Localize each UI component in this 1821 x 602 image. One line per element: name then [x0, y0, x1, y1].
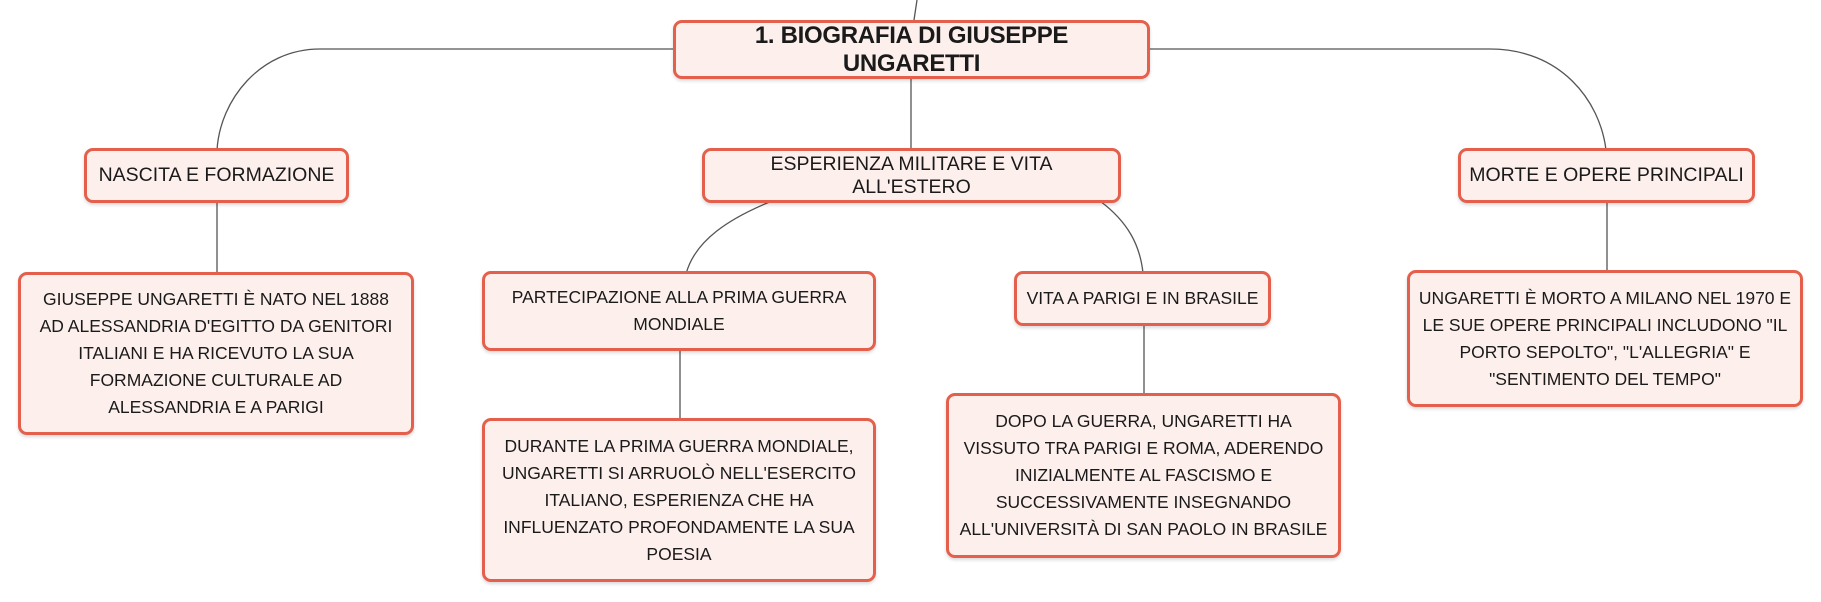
- branch-label: NASCITA E FORMAZIONE: [98, 164, 335, 186]
- subbranch-prima-guerra[interactable]: [482, 271, 876, 351]
- root-label: 1. BIOGRAFIA DI GIUSEPPE UNGARETTI: [754, 21, 1069, 77]
- branch-esperienza-militare[interactable]: [702, 148, 1121, 203]
- branch-nascita-e-formazione[interactable]: [84, 148, 349, 203]
- leaf-text: UNGARETTI È MORTO A MILANO NEL 1970 E LE SUE OPERE PRINCIPALI INCLUDONO "IL PORTO SEPOLTO", "L'ALLEGRIA" E "SENTIMENTO DEL TEMPO": [1418, 287, 1792, 389]
- leaf-text: GIUSEPPE UNGARETTI È NATO NEL 1888 AD ALESSANDRIA D'EGITTO DA GENITORI ITALIANI E HA RICEVUTO LA SUA FORMAZIONE CULTURALE AD ALESSANDRIA E A PARIGI: [39, 289, 393, 417]
- subbranch-parigi-brasile[interactable]: [1014, 271, 1271, 326]
- leaf-morte-detail[interactable]: [1407, 270, 1803, 407]
- connector-esperienza-guerra: [686, 201, 772, 274]
- subbranch-label: VITA A PARIGI E IN BRASILE: [1026, 288, 1259, 308]
- root-node[interactable]: [673, 20, 1150, 79]
- leaf-text: DOPO LA GUERRA, UNGARETTI HA VISSUTO TRA PARIGI E ROMA, ADERENDO INIZIALMENTE AL FASCISMO E SUCCESSIVAMENTE INSEGNANDO ALL'UNIVERSITÀ DI SAN PAOLO IN BRASILE: [959, 411, 1328, 539]
- leaf-text: DURANTE LA PRIMA GUERRA MONDIALE, UNGARETTI SI ARRUOLÒ NELL'ESERCITO ITALIANO, ESPERIENZA CHE HA INFLUENZATO PROFONDAMENTE LA SUA POESIA: [501, 435, 857, 564]
- leaf-parigi-detail[interactable]: [946, 393, 1341, 558]
- leaf-guerra-detail[interactable]: [482, 418, 876, 582]
- branch-label: ESPERIENZA MILITARE E VITA ALL'ESTERO: [770, 152, 1053, 198]
- connector-root-morte: [1150, 49, 1606, 150]
- subbranch-label: PARTECIPAZIONE ALLA PRIMA GUERRA MONDIALE: [511, 287, 847, 334]
- branch-morte-e-opere[interactable]: [1458, 148, 1755, 203]
- branch-label: MORTE E OPERE PRINCIPALI: [1469, 164, 1744, 186]
- connector-parent-root: [914, 0, 917, 20]
- connector-esperienza-parigi: [1100, 201, 1143, 273]
- connector-root-nascita: [217, 49, 673, 150]
- leaf-nascita-detail[interactable]: [18, 272, 414, 435]
